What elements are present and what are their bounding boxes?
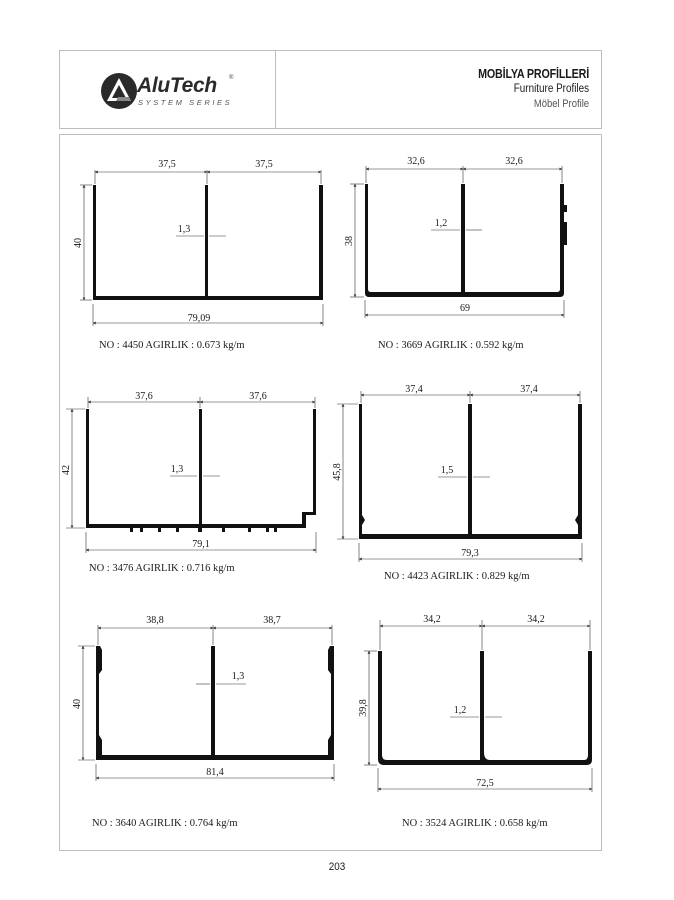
profile-3524-caption: NO : 3524 AGIRLIK : 0.658 kg/m [402, 818, 548, 829]
profile-3669-top-left: 32,6 [407, 156, 425, 167]
profile-3640-section [96, 646, 334, 760]
profile-4423-section [359, 404, 582, 539]
profile-4450-top-right: 37,5 [255, 159, 273, 170]
brand-registered: ® [229, 75, 234, 81]
title-turkish: MOBİLYA PROFİLLERİ [478, 67, 589, 81]
profile-4450-caption: NO : 4450 AGIRLIK : 0.673 kg/m [99, 340, 245, 351]
profile-3669-lip [564, 205, 567, 245]
profile-3524-bottom: 72,5 [476, 778, 494, 789]
profile-3669-rib: 1,2 [434, 218, 448, 229]
profile-3640-caption: NO : 3640 AGIRLIK : 0.764 kg/m [92, 818, 238, 829]
profile-3640-height: 40 [72, 699, 83, 709]
profile-3524-rib: 1,2 [453, 705, 467, 716]
profile-4423-top-right: 37,4 [520, 384, 538, 395]
profile-4450-rib: 1,3 [177, 224, 191, 235]
profile-3476-bottom: 79,1 [192, 539, 210, 550]
profile-3476-section [86, 409, 316, 528]
profile-4423-height: 45,8 [332, 463, 343, 481]
profile-3669-caption: NO : 3669 AGIRLIK : 0.592 kg/m [378, 340, 524, 351]
profile-3476-height: 42 [61, 465, 72, 475]
profile-3640-top-right: 38,7 [263, 615, 281, 626]
profile-3476-rib: 1,3 [170, 464, 184, 475]
profile-4450-top-left: 37,5 [158, 159, 176, 170]
profile-3524-section [378, 651, 592, 765]
profile-3640 [72, 615, 334, 829]
profile-3640-rib: 1,3 [231, 671, 245, 682]
profile-3476-caption: NO : 3476 AGIRLIK : 0.716 kg/m [89, 563, 235, 574]
title-german: Möbel Profile [533, 98, 589, 110]
profile-3476 [61, 391, 316, 574]
profile-3669 [344, 156, 567, 351]
profile-3640-bottom: 81,4 [206, 767, 224, 778]
profile-3524 [358, 614, 592, 829]
profile-3669-bottom: 69 [460, 303, 470, 314]
profile-4423-top-left: 37,4 [405, 384, 423, 395]
profile-4423-caption: NO : 4423 AGIRLIK : 0.829 kg/m [384, 571, 530, 582]
profile-4423-bottom: 79,3 [461, 548, 479, 559]
profile-3669-height: 38 [344, 236, 355, 246]
profile-4450-height: 40 [73, 238, 84, 248]
profile-3669-section [365, 184, 564, 297]
profile-3524-top-right: 34,2 [527, 614, 545, 625]
profile-3476-top-left: 37,6 [135, 391, 153, 402]
profile-3524-height: 39,8 [358, 699, 369, 717]
page-number: 203 [328, 861, 346, 873]
profile-3640-top-left: 38,8 [146, 615, 164, 626]
title-english: Furniture Profiles [513, 83, 589, 95]
brand-name: AluTech [137, 74, 217, 97]
profile-3476-top-right: 37,6 [249, 391, 267, 402]
profile-4450-section [93, 185, 323, 300]
profile-3524-top-left: 34,2 [423, 614, 441, 625]
profile-4423 [332, 384, 582, 582]
profile-4450-bottom: 79,09 [187, 313, 211, 324]
profile-4423-rib: 1,5 [440, 465, 454, 476]
brand-tagline: SYSTEM SERIES [138, 98, 233, 107]
profile-3669-top-right: 32,6 [505, 156, 523, 167]
profile-4450 [73, 159, 323, 351]
profile-3476-ribs [130, 528, 277, 532]
